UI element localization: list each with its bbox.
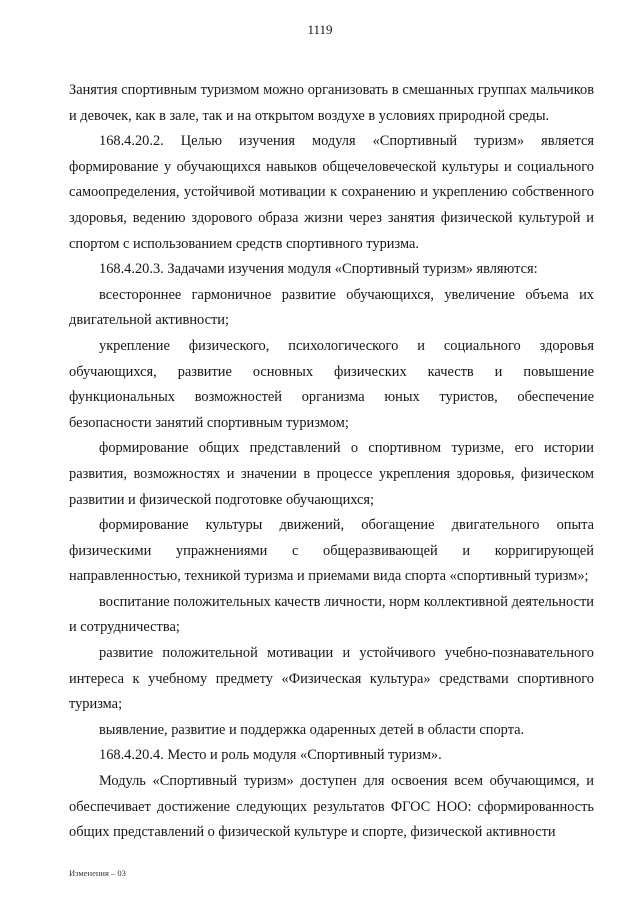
paragraph-task-development: всестороннее гармоничное развитие обучающихся, увеличение объема их двигательной активности;	[69, 286, 594, 329]
document-body	[69, 78, 594, 846]
paragraph-task-gifted: выявление, развитие и поддержка одаренных детей в области спорта.	[99, 721, 525, 738]
paragraph-task-health: укрепление физического, психологического и социального здоровья обучающихся, развитие основных физических качеств и повышение функциональных возможностей организма юных туристов, обеспечение безопасности занятий спортивным туризмом;	[69, 337, 594, 431]
paragraph-task-personality: воспитание положительных качеств личности, норм коллективной деятельности и сотрудничества;	[69, 593, 594, 636]
page-number: 1119	[307, 22, 333, 37]
paragraph-intro: Занятия спортивным туризмом можно организовать в смешанных группах мальчиков и девочек, как в зале, так и на открытом воздухе в условиях природной среды.	[69, 82, 594, 124]
paragraph-task-motivation: развитие положительной мотивации и устойчивого учебно-познавательного интереса к учебному предмету «Физическая культура» средствами спортивного туризма;	[69, 645, 594, 713]
paragraph-task-knowledge: формирование общих представлений о спортивном туризме, его истории развития, возможностях и значении в процессе укрепления здоровья, физическом развитии и физической подготовке обучающихся;	[69, 440, 594, 508]
paragraph-place-heading: 168.4.20.4. Место и роль модуля «Спортивный туризм».	[99, 747, 442, 764]
paragraph-task-movement-culture: формирование культуры движений, обогащение двигательного опыта физическими упражнениями с общеразвивающей и корригирующей направленностью, техникой туризма и приемами вида спорта «спортивный туризм»;	[69, 517, 594, 585]
paragraph-tasks-heading: 168.4.20.3. Задачами изучения модуля «Спортивный туризм» являются:	[99, 261, 538, 278]
paragraph-goal: 168.4.20.2. Целью изучения модуля «Спортивный туризм» является формирование у обучающихся навыков общечеловеческой культуры и социального самоопределения, устойчивой мотивации к сохранению и укреплению собственного здоровья, ведению здорового образа жизни через занятия физической культурой и спортом с использованием средств спортивного туризма.	[69, 133, 594, 252]
revision-footer: Изменения – 03	[69, 868, 126, 878]
paragraph-place-text: Модуль «Спортивный туризм» доступен для освоения всем обучающимся, и обеспечивает достижение следующих результатов ФГОС НОО: сформированность общих представлений о физической культуре и спорте, физической активности	[69, 773, 594, 841]
